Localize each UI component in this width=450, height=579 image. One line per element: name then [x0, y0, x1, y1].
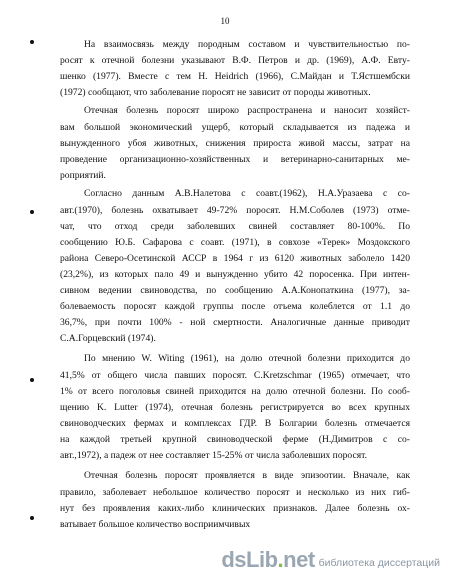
watermark-subtitle: библиотека диссертаций [318, 557, 440, 569]
dslib-watermark[interactable] [221, 549, 440, 571]
text-line: свиноводческих фермах и комплексах ГДР. В Болгарии болезнь отмечается [60, 418, 410, 429]
text-line: (23,2%), из которых пало 49 и вынужденно убито 42 поросенка. При интен- [60, 269, 410, 280]
text-line: района Северо-Осетинской АССР в 1964 г из 6120 животных заболело 1420 [60, 253, 410, 264]
margin-mark [30, 40, 34, 44]
text-line: росят к отечной болезни указывают В.Ф. Петров и др. (1969), А.Ф. Евту- [60, 55, 410, 66]
margin-mark [30, 516, 34, 520]
text-line: 41,5% от общего числа павших поросят. C.Kretzschmar (1965) отмечает, что [60, 370, 410, 381]
dslib-logo: dsLib.net [221, 547, 315, 572]
margin-mark [30, 210, 34, 214]
text-line: шенко (1977). Вместе с тем H. Heidrich (1966), С.Майдан и Т.Ястшембски [60, 71, 410, 82]
text-line: 1% от всего поголовья свиней приходится на долю отечной болезни. По сооб- [60, 386, 410, 397]
text-line: авт.(1970), болезнь охватывает 49-72% поросят. Н.М.Соболев (1973) отме- [60, 205, 410, 216]
text-line: сообщению Ю.Б. Сафарова с соавт. (1971), в совхозе «Терек» Моздокского [60, 237, 410, 248]
text-line: Отечная болезнь поросят широко распространена и наносит хозяйст- [84, 105, 410, 116]
text-line: проведение организационно-хозяйственных и ветеринарно-санитарных ме- [60, 154, 410, 165]
text-line: на каждой третьей крупной свиноводческой ферме (Н.Димитров с со- [60, 434, 410, 445]
margin-mark [30, 378, 34, 382]
text-line: правило, заболевает небольшое количество поросят и несколько из них гиб- [60, 487, 410, 498]
text-line: сивном ведении свиноводства, по сообщению А.А.Конопаткина (1977), за- [60, 285, 410, 296]
text-line: чат, что отход среди заболевших свиней составляет 80-100%. По [60, 221, 410, 232]
text-line: щению K. Lutter (1974), отечная болезнь регистрируется во всех крупных [60, 402, 410, 413]
text-line: роприятий. [60, 170, 106, 181]
text-line: вынужденного убоя животных, снижения прироста живой массы, затрат на [60, 138, 410, 149]
text-line: 36,7%, при почти 100% - ной смертности. Аналогичные данные приводит [60, 317, 410, 328]
text-line: авт.,1972), а падеж от нее составляет 15-25% от числа заболевших поросят. [60, 450, 367, 461]
text-line: ватывает большое количество восприимчивых [60, 519, 251, 530]
page-number: 10 [220, 16, 230, 26]
text-line: нут без проявления каких-либо клинических признаков. Далее болезнь ох- [60, 503, 410, 514]
text-line: С.А.Горцевский (1974). [60, 333, 156, 344]
text-line: болеваемость поросят каждой группы после отъема колеблется от 1.1 до [60, 301, 410, 312]
text-line: вам большой экономический ущерб, который складывается из падежа и [60, 122, 410, 133]
text-line: (1972) сообщают, что заболевание поросят не зависит от породы животных. [60, 87, 371, 98]
text-line: Отечная болезнь поросят проявляется в виде эпизоотии. Вначале, как [84, 470, 410, 481]
text-line: Согласно данным А.В.Налетова с соавт.(1962), Н.А.Уразаева с со- [84, 188, 410, 199]
text-line: По мнению W. Witing (1961), на долю отечной болезни приходится до [84, 353, 410, 364]
text-line: На взаимосвязь между породным составом и чувствительностью по- [84, 39, 410, 50]
